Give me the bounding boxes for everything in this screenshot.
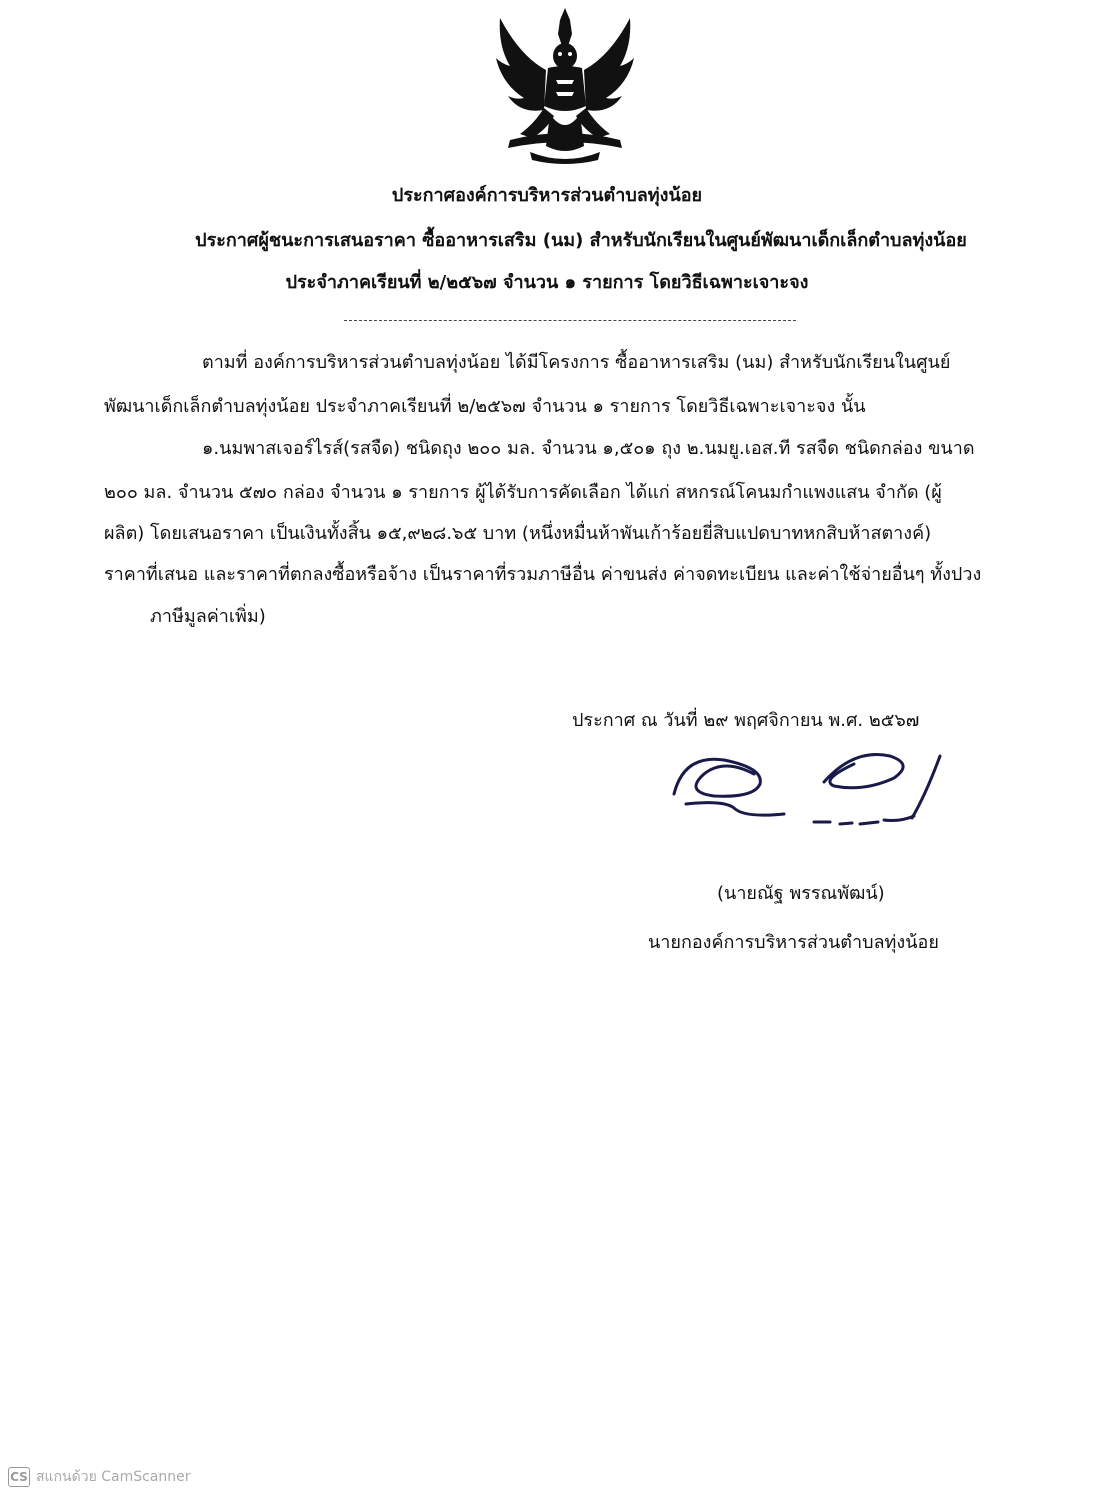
- signatory-position: นายกองค์การบริหารส่วนตำบลทุ่งน้อย: [648, 932, 939, 953]
- body-line: ตามที่ องค์การบริหารส่วนตำบลทุ่งน้อย ได้มีโครงการ ซื้ออาหารเสริม (นม) สำหรับนักเรียนในศูนย์: [202, 352, 951, 373]
- body-line: ภาษีมูลค่าเพิ่ม): [150, 606, 266, 627]
- camscanner-watermark: [8, 1466, 191, 1488]
- watermark-text: สแกนด้วย CamScanner: [36, 1469, 191, 1485]
- body-line: ราคาที่เสนอ และราคาที่ตกลงซื้อหรือจ้าง เป็นราคาที่รวมภาษีอื่น ค่าขนส่ง ค่าจดทะเบียน และค่าใช้จ่ายอื่นๆ ทั้งปวง: [104, 564, 982, 585]
- camscanner-logo-icon: CS: [8, 1467, 30, 1487]
- body-line: ๒๐๐ มล. จำนวน ๕๗๐ กล่อง จำนวน ๑ รายการ ผู้ได้รับการคัดเลือก ได้แก่ สหกรณ์โคนมกำแพงแสน จำกัด (ผู้: [104, 482, 942, 503]
- body-line: พัฒนาเด็กเล็กตำบลทุ่งน้อย ประจำภาคเรียนที่ ๒/๒๕๖๗ จำนวน ๑ รายการ โดยวิธีเฉพาะเจาะจง นั้น: [104, 396, 866, 417]
- document-subject-line-1: ประกาศผู้ชนะการเสนอราคา ซื้ออาหารเสริม (นม) สำหรับนักเรียนในศูนย์พัฒนาเด็กเล็กตำบลทุ่งน้อย: [195, 230, 967, 251]
- document-subject-line-2: ประจำภาคเรียนที่ ๒/๒๕๖๗ จำนวน ๑ รายการ โดยวิธีเฉพาะเจาะจง: [285, 272, 809, 293]
- body-line: ๑.นมพาสเจอร์ไรส์(รสจืด) ชนิดถุง ๒๐๐ มล. จำนวน ๑,๕๐๑ ถุง ๒.นมยู.เอส.ที รสจืด ชนิดกล่อง ขนาด: [202, 438, 975, 459]
- garuda-emblem-icon: [490, 6, 640, 166]
- handwritten-signature: [664, 734, 954, 834]
- announcement-date: ประกาศ ณ วันที่ ๒๙ พฤศจิกายน พ.ศ. ๒๕๖๗: [572, 710, 920, 731]
- body-line: ผลิต) โดยเสนอราคา เป็นเงินทั้งสิ้น ๑๕,๙๒๘.๖๕ บาท (หนึ่งหมื่นห้าพันเก้าร้อยยี่สิบแปดบาทหกสิบห้าสตางค์): [104, 523, 932, 544]
- title-divider: [344, 320, 796, 321]
- signatory-name: (นายณัฐ พรรณพัฒน์): [717, 883, 885, 904]
- document-title: ประกาศองค์การบริหารส่วนตำบลทุ่งน้อย: [391, 185, 703, 206]
